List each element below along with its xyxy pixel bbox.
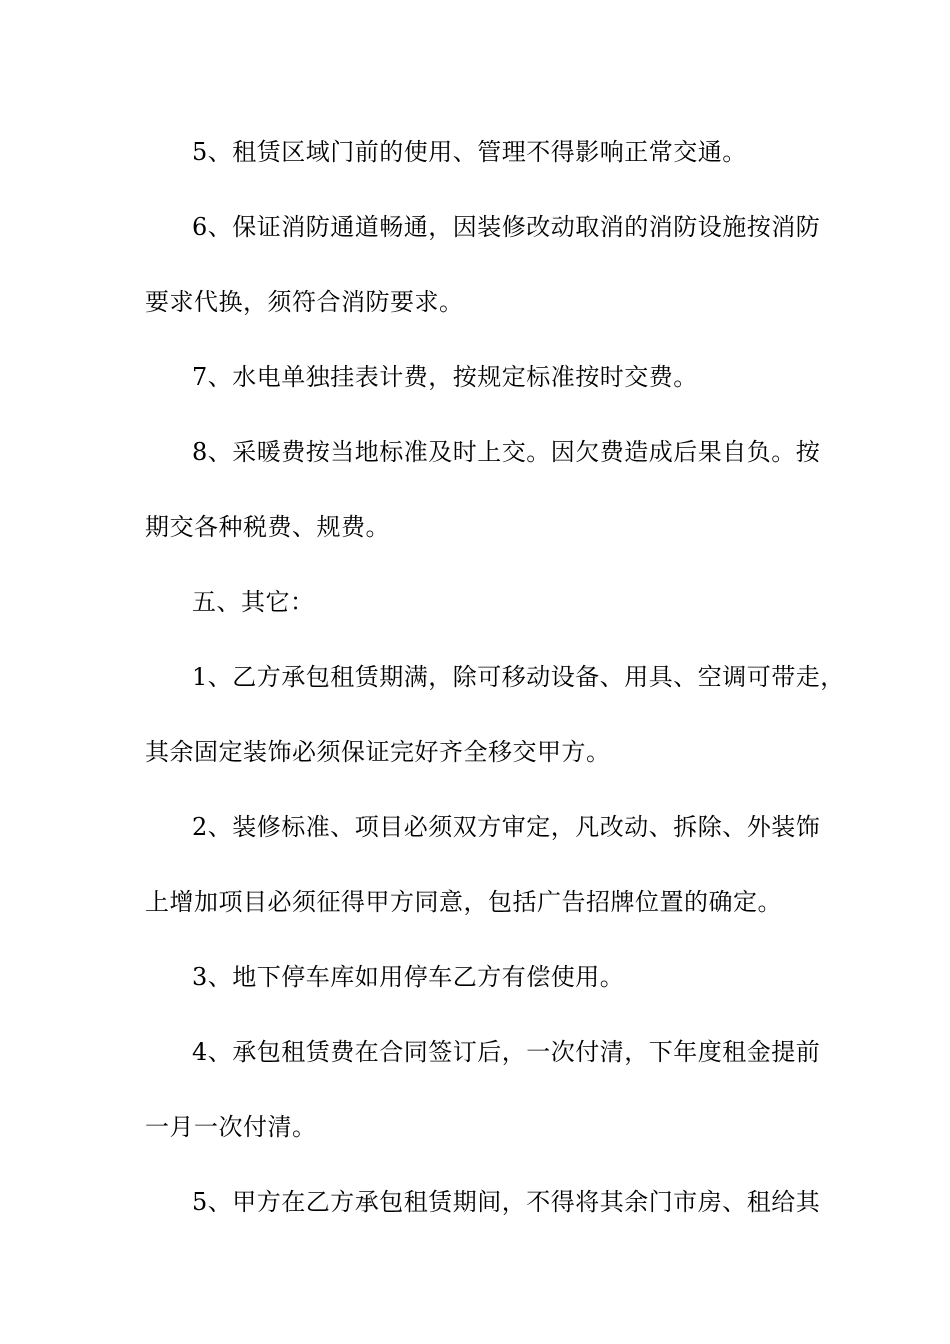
other-clause-1-continuation: 其余固定装饰必须保证完好齐全移交甲方。 — [145, 738, 611, 766]
clause-6-continuation: 要求代换，须符合消防要求。 — [145, 288, 464, 316]
clause-7-text: 7、水电单独挂表计费，按规定标准按时交费。 — [192, 363, 698, 391]
other-clause-4-text: 4、承包租赁费在合同签订后，一次付清，下年度租金提前 — [192, 1038, 821, 1066]
clause-8-continuation: 期交各种税费、规费。 — [145, 513, 390, 541]
section-heading: 五、其它： — [192, 588, 315, 616]
other-clause-4-continuation: 一月一次付清。 — [145, 1113, 317, 1141]
clause-5-text: 5、租赁区域门前的使用、管理不得影响正常交通。 — [192, 138, 747, 166]
other-clause-2-text: 2、装修标准、项目必须双方审定，凡改动、拆除、外装饰 — [192, 813, 821, 841]
other-clause-1-text: 1、乙方承包租赁期满，除可移动设备、用具、空调可带走， — [192, 663, 845, 691]
clause-6-text: 6、保证消防通道畅通，因装修改动取消的消防设施按消防 — [192, 213, 821, 241]
other-clause-2-continuation: 上增加项目必须征得甲方同意，包括广告招牌位置的确定。 — [145, 888, 782, 916]
other-clause-3-text: 3、地下停车库如用停车乙方有偿使用。 — [192, 963, 625, 991]
clause-8-text: 8、采暖费按当地标准及时上交。因欠费造成后果自负。按 — [192, 438, 821, 466]
other-clause-5-text: 5、甲方在乙方承包租赁期间，不得将其余门市房、租给其 — [192, 1188, 821, 1216]
